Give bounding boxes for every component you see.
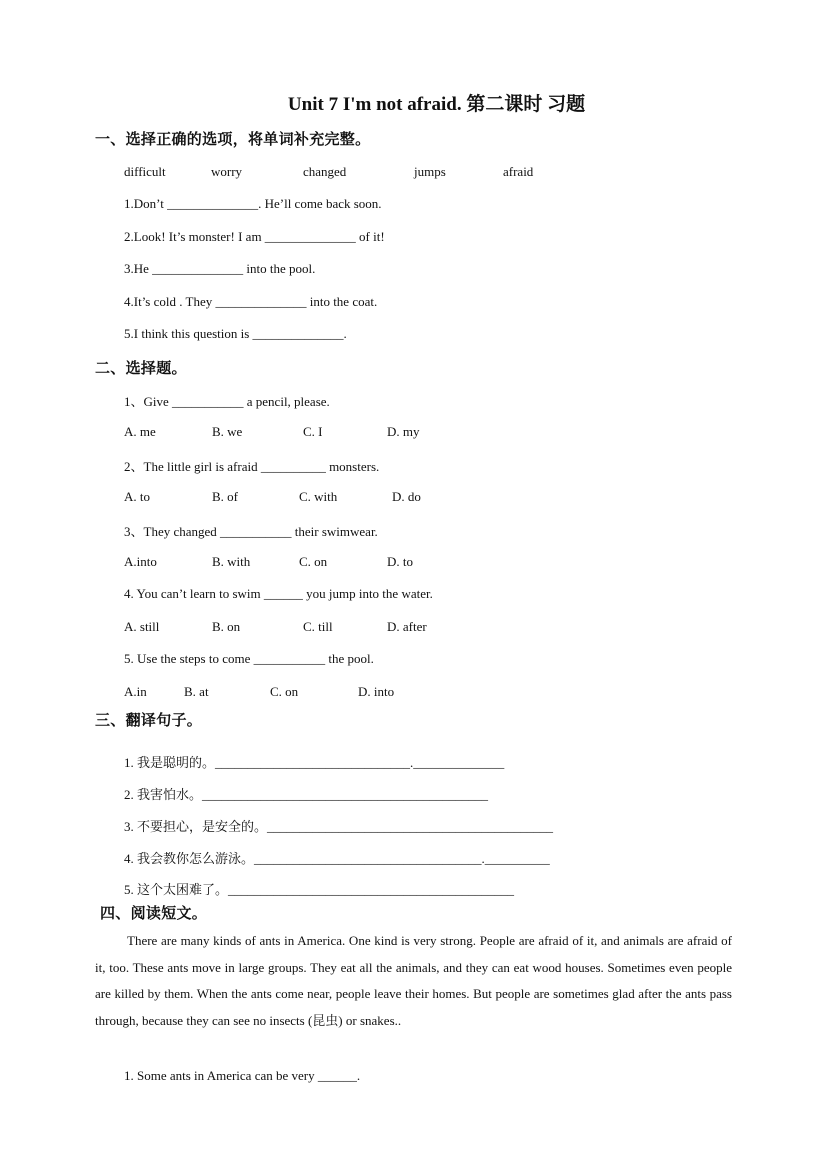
translation-item: 3. 不要担心，是安全的。____________________________________________ <box>124 819 554 834</box>
fill-blank-item: 3.He ______________ into the pool. <box>124 261 316 276</box>
option: B. at <box>184 684 209 699</box>
option: D. my <box>387 424 420 439</box>
section-1-heading: 一、选择正确的选项，将单词补充完整。 <box>95 130 371 148</box>
question-stem: 1、Give ___________ a pencil, please. <box>124 394 330 409</box>
word-bank-item: difficult <box>124 164 166 179</box>
option: B. of <box>212 489 238 504</box>
option: C. on <box>270 684 299 699</box>
section-3-heading: 三、翻译句子。 <box>95 711 203 729</box>
fill-blank-item: 4.It’s cold . They ______________ into the coat. <box>124 294 378 309</box>
question-stem: 4. You can’t learn to swim ______ you jump into the water. <box>124 586 433 601</box>
reading-passage <box>95 928 732 1034</box>
option: A.into <box>124 554 157 569</box>
fill-blank-item: 1.Don’t ______________. He’ll come back soon. <box>124 196 382 211</box>
fill-blank-item: 2.Look! It’s monster! I am ______________ of it! <box>124 229 385 244</box>
option: C. I <box>303 424 323 439</box>
option: D. to <box>387 554 413 569</box>
option: B. with <box>212 554 251 569</box>
translation-item: 5. 这个太困难了。____________________________________________ <box>124 882 515 897</box>
page-title: Unit 7 I'm not afraid. 第二课时 习题 <box>287 94 586 115</box>
option: B. we <box>212 424 243 439</box>
translation-item: 2. 我害怕水。____________________________________________ <box>124 787 489 802</box>
translation-item: 1. 我是聪明的。______________________________.______________ <box>124 755 505 770</box>
option: B. on <box>212 619 241 634</box>
option: A. to <box>124 489 150 504</box>
word-bank-item: afraid <box>503 164 534 179</box>
word-bank-item: jumps <box>414 164 446 179</box>
option: A. me <box>124 424 156 439</box>
section-4-heading: 四、阅读短文。 <box>100 904 208 922</box>
option: D. into <box>358 684 395 699</box>
question-stem: 5. Use the steps to come ___________ the pool. <box>124 651 374 666</box>
question-stem: 2、The little girl is afraid __________ monsters. <box>124 459 380 474</box>
option: C. till <box>303 619 333 634</box>
option: C. with <box>299 489 338 504</box>
section-2-heading: 二、选择题。 <box>95 359 187 377</box>
option: A.in <box>124 684 147 699</box>
fill-blank-item: 5.I think this question is ______________. <box>124 326 347 341</box>
option: C. on <box>299 554 328 569</box>
option: A. still <box>124 619 160 634</box>
translation-item: 4. 我会教你怎么游泳。___________________________________.__________ <box>124 851 550 866</box>
word-bank-item: worry <box>211 164 243 179</box>
word-bank-item: changed <box>303 164 347 179</box>
passage-text: There are many kinds of ants in America. One kind is very strong. People are afraid of it, and animals are afraid of it, too. These ants move in large groups. They eat all the animals, and they can eat wood houses. Sometimes even people are killed by them. When the ants come near, people leave their homes. But people are sometimes glad after the ants pass through, because they can see no insects (昆虫) or snakes.. <box>95 933 732 1028</box>
reading-question: 1. Some ants in America can be very ______. <box>124 1068 361 1083</box>
option: D. after <box>387 619 427 634</box>
option: D. do <box>392 489 421 504</box>
question-stem: 3、They changed ___________ their swimwear. <box>124 524 378 539</box>
